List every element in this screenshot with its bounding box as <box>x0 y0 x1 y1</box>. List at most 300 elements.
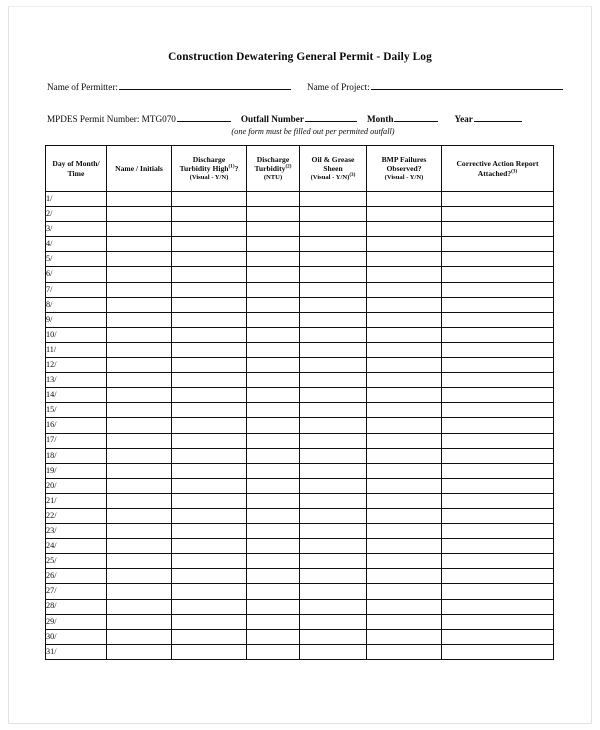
year-input-rule[interactable] <box>474 112 522 122</box>
turbidity-cell[interactable] <box>247 493 300 508</box>
corrective-action-cell[interactable] <box>442 312 554 327</box>
day-of-month-cell[interactable]: 19/ <box>46 463 107 478</box>
table-row <box>46 524 554 539</box>
oil-grease-cell[interactable] <box>300 433 367 448</box>
permittee-project-field-row <box>47 80 571 92</box>
turbidity-cell[interactable] <box>247 448 300 463</box>
bmp-failures-cell[interactable] <box>367 237 442 252</box>
turbidity-high-line1: Discharge <box>192 155 226 165</box>
turbidity-high-cell[interactable] <box>172 373 247 388</box>
bmp-failures-cell[interactable] <box>367 448 442 463</box>
day-of-month-cell[interactable]: 12/ <box>46 358 107 373</box>
column-header-discharge-turbidity-high <box>172 146 247 192</box>
table-row <box>46 599 554 614</box>
day-of-month-cell[interactable]: 3/ <box>46 222 107 237</box>
corrective-action-cell[interactable] <box>442 433 554 448</box>
corrective-action-cell[interactable] <box>442 373 554 388</box>
table-row <box>46 282 554 297</box>
name-initials-cell[interactable] <box>107 252 172 267</box>
day-of-month-cell[interactable]: 5/ <box>46 252 107 267</box>
bmp-failures-cell[interactable] <box>367 539 442 554</box>
turbidity-high-line2 <box>174 164 244 173</box>
name-initials-cell[interactable] <box>107 569 172 584</box>
table-row <box>46 192 554 207</box>
corrective-action-cell[interactable] <box>442 478 554 493</box>
turbidity-high-cell[interactable] <box>172 569 247 584</box>
bmp-failures-cell[interactable] <box>367 207 442 222</box>
table-row <box>46 222 554 237</box>
column-header-oil-grease-sheen <box>300 146 367 192</box>
table-row <box>46 584 554 599</box>
project-label: Name of Project: <box>306 82 370 92</box>
corrective-action-cell[interactable] <box>442 388 554 403</box>
turbidity-high-cell[interactable] <box>172 237 247 252</box>
turbidity-high-cell[interactable] <box>172 192 247 207</box>
turbidity-cell[interactable] <box>247 629 300 644</box>
bmp-failures-cell[interactable] <box>367 418 442 433</box>
day-of-month-cell[interactable]: 22/ <box>46 508 107 523</box>
turbidity-high-cell[interactable] <box>172 599 247 614</box>
table-row <box>46 388 554 403</box>
name-initials-cell[interactable] <box>107 629 172 644</box>
turbidity-high-cell[interactable] <box>172 433 247 448</box>
corrective-action-cell[interactable] <box>442 524 554 539</box>
day-of-month-cell[interactable]: 8/ <box>46 297 107 312</box>
table-row <box>46 252 554 267</box>
turbidity-high-cell[interactable] <box>172 297 247 312</box>
day-of-month-cell[interactable]: 21/ <box>46 493 107 508</box>
oil-grease-cell[interactable] <box>300 478 367 493</box>
turbidity-line2 <box>249 164 297 173</box>
table-row <box>46 207 554 222</box>
table-row <box>46 508 554 523</box>
table-row <box>46 629 554 644</box>
oil-grease-cell[interactable] <box>300 539 367 554</box>
bmp-failures-cell[interactable] <box>367 282 442 297</box>
mpdes-permit-number-label: MPDES Permit Number: MTG070 <box>47 114 176 124</box>
turbidity-high-cell[interactable] <box>172 524 247 539</box>
bmp-failures-cell[interactable] <box>367 297 442 312</box>
oil-grease-footnote-marker: (3) <box>349 171 356 178</box>
day-of-month-cell[interactable]: 24/ <box>46 539 107 554</box>
bmp-failures-cell[interactable] <box>367 342 442 357</box>
table-row <box>46 554 554 569</box>
table-row <box>46 614 554 629</box>
bmp-failures-cell[interactable] <box>367 252 442 267</box>
name-initials-line1: Name / Initials <box>115 163 163 173</box>
name-initials-cell[interactable] <box>107 297 172 312</box>
name-initials-cell[interactable] <box>107 388 172 403</box>
oil-grease-cell[interactable] <box>300 584 367 599</box>
day-of-month-cell[interactable]: 2/ <box>46 207 107 222</box>
oil-grease-cell[interactable] <box>300 252 367 267</box>
name-initials-cell[interactable] <box>107 418 172 433</box>
name-initials-cell[interactable] <box>107 539 172 554</box>
column-header-bmp-failures <box>367 146 442 192</box>
corrective-action-cell[interactable] <box>442 614 554 629</box>
table-header-row <box>46 146 554 192</box>
turbidity-line2-text: Turbidity <box>254 164 286 174</box>
turbidity-cell[interactable] <box>247 584 300 599</box>
day-of-month-cell[interactable]: 18/ <box>46 448 107 463</box>
permittee-label: Name of Permitter: <box>47 82 118 92</box>
turbidity-footnote-marker: (2) <box>285 163 292 170</box>
oil-grease-cell[interactable] <box>300 629 367 644</box>
day-of-month-cell[interactable]: 17/ <box>46 433 107 448</box>
oil-grease-cell[interactable] <box>300 297 367 312</box>
day-of-month-cell[interactable]: 28/ <box>46 599 107 614</box>
bmp-failures-cell[interactable] <box>367 192 442 207</box>
table-row <box>46 539 554 554</box>
name-initials-cell[interactable] <box>107 433 172 448</box>
day-of-month-cell[interactable]: 1/ <box>46 192 107 207</box>
oil-grease-unit <box>302 171 364 182</box>
corrective-action-cell[interactable] <box>442 569 554 584</box>
corrective-action-cell[interactable] <box>442 207 554 222</box>
corrective-action-cell[interactable] <box>442 629 554 644</box>
name-initials-cell[interactable] <box>107 312 172 327</box>
oil-grease-line2: Sheen <box>323 164 343 174</box>
day-of-month-cell[interactable]: 29/ <box>46 614 107 629</box>
name-initials-cell[interactable] <box>107 508 172 523</box>
table-row <box>46 418 554 433</box>
day-of-month-cell[interactable]: 31/ <box>46 644 107 659</box>
oil-grease-cell[interactable] <box>300 207 367 222</box>
turbidity-high-cell[interactable] <box>172 327 247 342</box>
corrective-action-cell[interactable] <box>442 599 554 614</box>
turbidity-cell[interactable] <box>247 614 300 629</box>
corrective-action-cell[interactable] <box>442 539 554 554</box>
turbidity-high-line2-text: Turbidity High <box>179 164 229 174</box>
name-initials-cell[interactable] <box>107 463 172 478</box>
bmp-failures-cell[interactable] <box>367 312 442 327</box>
day-of-month-cell[interactable]: 26/ <box>46 569 107 584</box>
bmp-failures-cell[interactable] <box>367 569 442 584</box>
corrective-action-cell[interactable] <box>442 358 554 373</box>
oil-grease-cell[interactable] <box>300 418 367 433</box>
corrective-action-cell[interactable] <box>442 327 554 342</box>
turbidity-cell[interactable] <box>247 312 300 327</box>
name-initials-cell[interactable] <box>107 207 172 222</box>
document-page <box>8 6 592 724</box>
table-body <box>46 192 554 660</box>
turbidity-high-cell[interactable] <box>172 207 247 222</box>
bmp-failures-cell[interactable] <box>367 629 442 644</box>
turbidity-high-cell[interactable] <box>172 252 247 267</box>
oil-grease-cell[interactable] <box>300 644 367 659</box>
name-initials-cell[interactable] <box>107 282 172 297</box>
oil-grease-cell[interactable] <box>300 614 367 629</box>
oil-grease-cell[interactable] <box>300 388 367 403</box>
corrective-action-cell[interactable] <box>442 403 554 418</box>
bmp-failures-cell[interactable] <box>367 493 442 508</box>
turbidity-cell[interactable] <box>247 297 300 312</box>
name-initials-cell[interactable] <box>107 403 172 418</box>
bmp-failures-line2: Observed? <box>386 164 422 174</box>
turbidity-high-cell[interactable] <box>172 388 247 403</box>
permittee-input-rule[interactable] <box>119 80 291 90</box>
corrective-action-cell[interactable] <box>442 222 554 237</box>
bmp-failures-cell[interactable] <box>367 463 442 478</box>
bmp-failures-cell[interactable] <box>367 358 442 373</box>
name-initials-cell[interactable] <box>107 599 172 614</box>
day-of-month-cell[interactable]: 4/ <box>46 237 107 252</box>
day-of-month-cell[interactable]: 14/ <box>46 388 107 403</box>
name-initials-cell[interactable] <box>107 448 172 463</box>
table-row <box>46 493 554 508</box>
corrective-action-cell[interactable] <box>442 267 554 282</box>
oil-grease-cell[interactable] <box>300 448 367 463</box>
turbidity-cell[interactable] <box>247 373 300 388</box>
turbidity-high-cell[interactable] <box>172 493 247 508</box>
oil-grease-cell[interactable] <box>300 373 367 388</box>
turbidity-cell[interactable] <box>247 463 300 478</box>
oil-grease-cell[interactable] <box>300 599 367 614</box>
turbidity-high-cell[interactable] <box>172 418 247 433</box>
name-initials-cell[interactable] <box>107 267 172 282</box>
column-header-corrective-action-report <box>442 146 554 192</box>
table-row <box>46 358 554 373</box>
oil-grease-cell[interactable] <box>300 493 367 508</box>
bmp-failures-cell[interactable] <box>367 433 442 448</box>
table-row <box>46 297 554 312</box>
turbidity-high-footnote-marker: (1) <box>228 163 235 170</box>
turbidity-high-cell[interactable] <box>172 358 247 373</box>
corrective-action-line1: Corrective Action Report <box>456 159 539 169</box>
name-initials-cell[interactable] <box>107 358 172 373</box>
oil-grease-cell[interactable] <box>300 327 367 342</box>
outfall-number-label: Outfall Number <box>240 114 304 124</box>
form-instruction-note: (one form must be filled out per permited outfall) <box>231 127 395 136</box>
oil-grease-cell[interactable] <box>300 554 367 569</box>
table-row <box>46 463 554 478</box>
oil-grease-cell[interactable] <box>300 282 367 297</box>
bmp-failures-cell[interactable] <box>367 388 442 403</box>
turbidity-cell[interactable] <box>247 237 300 252</box>
turbidity-high-cell[interactable] <box>172 539 247 554</box>
turbidity-high-cell[interactable] <box>172 463 247 478</box>
bmp-failures-line1: BMP Failures <box>381 155 427 165</box>
corrective-action-cell[interactable] <box>442 342 554 357</box>
bmp-failures-cell[interactable] <box>367 599 442 614</box>
corrective-action-cell[interactable] <box>442 192 554 207</box>
bmp-failures-cell[interactable] <box>367 222 442 237</box>
corrective-action-cell[interactable] <box>442 508 554 523</box>
bmp-failures-cell[interactable] <box>367 267 442 282</box>
bmp-failures-cell[interactable] <box>367 614 442 629</box>
corrective-action-line2-text: Attached? <box>477 168 512 178</box>
name-initials-cell[interactable] <box>107 192 172 207</box>
turbidity-cell[interactable] <box>247 222 300 237</box>
turbidity-cell[interactable] <box>247 599 300 614</box>
day-of-month-line1: Day of Month/ <box>52 159 100 169</box>
name-initials-cell[interactable] <box>107 373 172 388</box>
turbidity-high-cell[interactable] <box>172 282 247 297</box>
turbidity-high-cell[interactable] <box>172 644 247 659</box>
day-of-month-cell[interactable]: 23/ <box>46 524 107 539</box>
turbidity-high-cell[interactable] <box>172 629 247 644</box>
day-of-month-cell[interactable]: 27/ <box>46 584 107 599</box>
turbidity-high-cell[interactable] <box>172 222 247 237</box>
turbidity-unit: (NTU) <box>263 173 283 181</box>
day-of-month-cell[interactable]: 16/ <box>46 418 107 433</box>
table-row <box>46 448 554 463</box>
month-input-rule[interactable] <box>394 112 438 122</box>
corrective-action-footnote-marker: (3) <box>511 167 518 174</box>
turbidity-cell[interactable] <box>247 418 300 433</box>
oil-grease-cell[interactable] <box>300 267 367 282</box>
day-of-month-cell[interactable]: 9/ <box>46 312 107 327</box>
oil-grease-cell[interactable] <box>300 342 367 357</box>
oil-grease-cell[interactable] <box>300 192 367 207</box>
turbidity-cell[interactable] <box>247 569 300 584</box>
table-header <box>46 146 554 192</box>
turbidity-cell[interactable] <box>247 524 300 539</box>
turbidity-high-cell[interactable] <box>172 267 247 282</box>
corrective-action-cell[interactable] <box>442 448 554 463</box>
table-row <box>46 327 554 342</box>
turbidity-cell[interactable] <box>247 388 300 403</box>
turbidity-cell[interactable] <box>247 433 300 448</box>
turbidity-high-cell[interactable] <box>172 448 247 463</box>
bmp-failures-cell[interactable] <box>367 327 442 342</box>
bmp-failures-cell[interactable] <box>367 478 442 493</box>
bmp-failures-cell[interactable] <box>367 584 442 599</box>
corrective-action-cell[interactable] <box>442 418 554 433</box>
turbidity-cell[interactable] <box>247 403 300 418</box>
bmp-failures-cell[interactable] <box>367 644 442 659</box>
turbidity-high-cell[interactable] <box>172 342 247 357</box>
table-row <box>46 267 554 282</box>
project-input-rule[interactable] <box>371 80 563 90</box>
daily-log-table <box>45 145 554 660</box>
table-row <box>46 237 554 252</box>
month-label: Month <box>366 114 394 124</box>
oil-grease-cell[interactable] <box>300 222 367 237</box>
turbidity-cell[interactable] <box>247 207 300 222</box>
column-header-day-of-month <box>46 146 107 192</box>
name-initials-cell[interactable] <box>107 524 172 539</box>
year-label: Year <box>454 114 473 124</box>
corrective-action-cell[interactable] <box>442 554 554 569</box>
oil-grease-cell[interactable] <box>300 312 367 327</box>
oil-grease-cell[interactable] <box>300 403 367 418</box>
corrective-action-cell[interactable] <box>442 493 554 508</box>
turbidity-cell[interactable] <box>247 282 300 297</box>
turbidity-high-cell[interactable] <box>172 403 247 418</box>
name-initials-cell[interactable] <box>107 493 172 508</box>
oil-grease-unit-text: (Visual - Y/N) <box>310 173 350 181</box>
day-of-month-cell[interactable]: 11/ <box>46 342 107 357</box>
bmp-failures-cell[interactable] <box>367 403 442 418</box>
turbidity-cell[interactable] <box>247 478 300 493</box>
turbidity-cell[interactable] <box>247 342 300 357</box>
day-of-month-line2: Time <box>67 168 85 178</box>
oil-grease-cell[interactable] <box>300 358 367 373</box>
day-of-month-cell[interactable]: 13/ <box>46 373 107 388</box>
mpdes-permit-number-input-rule[interactable] <box>177 112 231 122</box>
corrective-action-cell[interactable] <box>442 297 554 312</box>
corrective-action-cell[interactable] <box>442 584 554 599</box>
oil-grease-cell[interactable] <box>300 508 367 523</box>
day-of-month-cell[interactable]: 6/ <box>46 267 107 282</box>
oil-grease-cell[interactable] <box>300 524 367 539</box>
turbidity-cell[interactable] <box>247 327 300 342</box>
oil-grease-cell[interactable] <box>300 569 367 584</box>
name-initials-cell[interactable] <box>107 614 172 629</box>
turbidity-cell[interactable] <box>247 554 300 569</box>
corrective-action-cell[interactable] <box>442 282 554 297</box>
table-row <box>46 403 554 418</box>
day-of-month-cell[interactable]: 20/ <box>46 478 107 493</box>
turbidity-high-cell[interactable] <box>172 478 247 493</box>
turbidity-cell[interactable] <box>247 192 300 207</box>
day-of-month-cell[interactable]: 30/ <box>46 629 107 644</box>
corrective-action-line2 <box>444 169 551 178</box>
bmp-failures-cell[interactable] <box>367 524 442 539</box>
bmp-failures-cell[interactable] <box>367 373 442 388</box>
column-header-discharge-turbidity <box>247 146 300 192</box>
name-initials-cell[interactable] <box>107 222 172 237</box>
name-initials-cell[interactable] <box>107 644 172 659</box>
name-initials-cell[interactable] <box>107 237 172 252</box>
page-content <box>9 7 591 723</box>
name-initials-cell[interactable] <box>107 554 172 569</box>
turbidity-high-cell[interactable] <box>172 584 247 599</box>
day-of-month-cell[interactable]: 10/ <box>46 327 107 342</box>
turbidity-high-line2-tail: ? <box>234 164 239 174</box>
oil-grease-cell[interactable] <box>300 237 367 252</box>
oil-grease-cell[interactable] <box>300 463 367 478</box>
turbidity-high-cell[interactable] <box>172 554 247 569</box>
column-header-name-initials <box>107 146 172 192</box>
corrective-action-cell[interactable] <box>442 463 554 478</box>
name-initials-cell[interactable] <box>107 327 172 342</box>
turbidity-cell[interactable] <box>247 644 300 659</box>
name-initials-cell[interactable] <box>107 342 172 357</box>
name-initials-cell[interactable] <box>107 584 172 599</box>
oil-grease-line1: Oil & Grease <box>311 155 355 165</box>
table-row <box>46 373 554 388</box>
corrective-action-cell[interactable] <box>442 237 554 252</box>
turbidity-high-cell[interactable] <box>172 508 247 523</box>
turbidity-line1: Discharge <box>256 155 290 165</box>
permit-details-field-row <box>47 112 571 124</box>
day-of-month-cell[interactable]: 15/ <box>46 403 107 418</box>
day-of-month-cell[interactable]: 7/ <box>46 282 107 297</box>
turbidity-cell[interactable] <box>247 358 300 373</box>
name-initials-cell[interactable] <box>107 478 172 493</box>
page-title: Construction Dewatering General Permit - Daily Log <box>168 51 432 63</box>
turbidity-cell[interactable] <box>247 267 300 282</box>
turbidity-cell[interactable] <box>247 539 300 554</box>
corrective-action-cell[interactable] <box>442 252 554 267</box>
outfall-number-input-rule[interactable] <box>305 112 357 122</box>
table-row <box>46 478 554 493</box>
turbidity-cell[interactable] <box>247 508 300 523</box>
turbidity-high-cell[interactable] <box>172 614 247 629</box>
turbidity-high-cell[interactable] <box>172 312 247 327</box>
table-row <box>46 569 554 584</box>
bmp-failures-cell[interactable] <box>367 554 442 569</box>
corrective-action-cell[interactable] <box>442 644 554 659</box>
bmp-failures-cell[interactable] <box>367 508 442 523</box>
table-row <box>46 433 554 448</box>
table-row <box>46 312 554 327</box>
bmp-failures-unit: (Visual - Y/N) <box>384 173 424 181</box>
turbidity-cell[interactable] <box>247 252 300 267</box>
day-of-month-cell[interactable]: 25/ <box>46 554 107 569</box>
